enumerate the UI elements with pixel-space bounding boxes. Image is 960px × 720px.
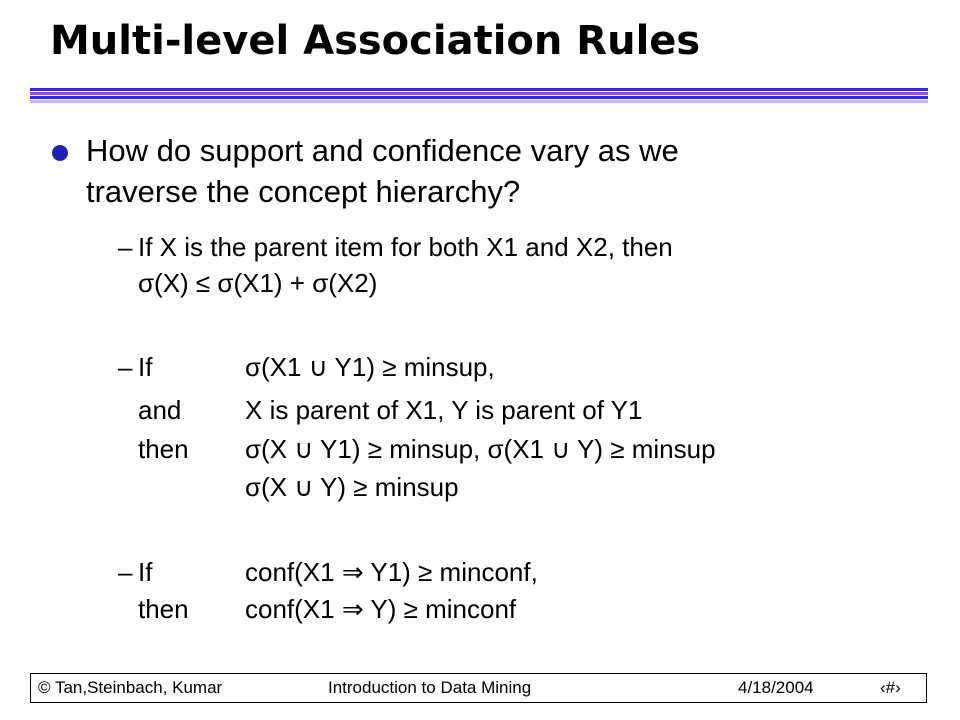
sub2-expr3: σ(X ∪ Y1) ≥ minsup, σ(X1 ∪ Y) ≥ minsup <box>245 434 716 464</box>
sub1-line2: σ(X) ≤ σ(X1) + σ(X2) <box>138 268 378 298</box>
sub2-keyword-then: then <box>138 434 189 464</box>
sub3-expr1: conf(X1 ⇒ Y1) ≥ minconf, <box>245 557 538 587</box>
bullet-icon <box>52 145 68 161</box>
dash-marker: – <box>118 352 133 382</box>
sub3-expr2: conf(X1 ⇒ Y) ≥ minconf <box>245 594 517 624</box>
dash-marker: – <box>118 557 133 587</box>
sub2-expr1: σ(X1 ∪ Y1) ≥ minsup, <box>245 352 495 382</box>
footer-authors: © Tan,Steinbach, Kumar <box>38 678 223 697</box>
sub2-expr2: X is parent of X1, Y is parent of Y1 <box>245 395 643 425</box>
sub3-keyword-if: If <box>138 557 153 587</box>
sub3-keyword-then: then <box>138 594 189 624</box>
sub2-keyword-if: If <box>138 352 153 382</box>
sub2-expr4: σ(X ∪ Y) ≥ minsup <box>245 472 459 502</box>
sub2-keyword-and: and <box>138 395 182 425</box>
bullet-text-line2: traverse the concept hierarchy? <box>86 174 521 209</box>
sub1-line1: If X is the parent item for both X1 and X2, then <box>138 232 673 262</box>
footer-course: Introduction to Data Mining <box>328 678 532 697</box>
bullet-text-line1: How do support and confidence vary as we <box>86 133 679 168</box>
slide-title: Multi-level Association Rules <box>50 18 701 64</box>
footer-date: 4/18/2004 <box>738 678 814 697</box>
dash-marker: – <box>118 232 133 262</box>
footer-page-number: ‹#› <box>880 678 901 697</box>
